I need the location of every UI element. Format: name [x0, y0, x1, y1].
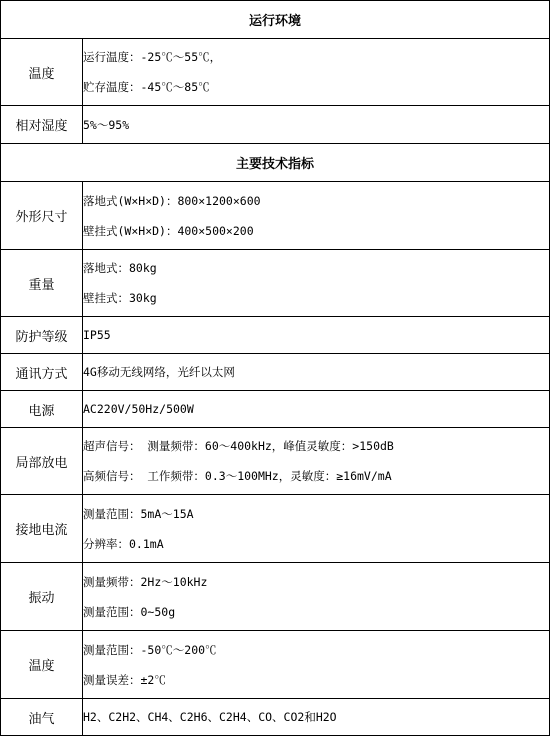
value-line: 测量范围：0~50g: [83, 604, 176, 619]
table-row: [1, 182, 550, 250]
table-row: [1, 428, 550, 495]
row-value-power: [83, 391, 550, 428]
row-label-dimensions: 外形尺寸: [1, 182, 83, 250]
table-row: [1, 39, 550, 106]
row-label-power: 电源: [1, 391, 83, 428]
table-row: [1, 495, 550, 563]
value-line: 测量范围：5mA～15A: [83, 506, 194, 521]
section-header-row: [1, 1, 550, 39]
value-line: 高频信号： 工作频带：0.3～100MHz，灵敏度：≥16mV/mA: [83, 469, 392, 483]
value-line: 壁挂式：30kg: [83, 291, 157, 305]
row-label-ground-current: 接地电流: [1, 495, 83, 563]
table-row: [1, 631, 550, 699]
row-label-protection: 防护等级: [1, 317, 83, 354]
row-label-temperature: 温度: [1, 39, 83, 106]
table-row: [1, 699, 550, 736]
table-row: [1, 563, 550, 631]
row-label-communication: 通讯方式: [1, 354, 83, 391]
row-value-oil-gas: [83, 699, 550, 736]
table-row: [1, 317, 550, 354]
value-line: AC220V/50Hz/500W: [83, 402, 194, 416]
row-value-temperature-measure: [83, 631, 550, 699]
value-line: 落地式：80kg: [83, 261, 157, 275]
row-label-vibration: 振动: [1, 563, 83, 631]
value-line: H2、C2H2、CH4、C2H6、C2H4、CO、CO2和H2O: [83, 710, 337, 724]
table-row: [1, 391, 550, 428]
section-title-operating-env: 运行环境: [1, 1, 550, 39]
value-line: 5%～95%: [83, 117, 130, 132]
value-line: 测量范围：-50℃～200℃: [83, 642, 217, 657]
row-value-ground-current: [83, 495, 550, 563]
row-label-humidity: 相对湿度: [1, 106, 83, 144]
row-label-weight: 重量: [1, 250, 83, 317]
row-value-protection: [83, 317, 550, 354]
row-value-partial-discharge: [83, 428, 550, 495]
row-value-humidity: [83, 106, 550, 144]
value-line: 落地式(W×H×D)：800×1200×600: [83, 193, 261, 208]
table-row: [1, 354, 550, 391]
row-value-vibration: [83, 563, 550, 631]
table-row: [1, 250, 550, 317]
value-line: IP55: [83, 328, 111, 342]
row-label-oil-gas: 油气: [1, 699, 83, 736]
row-value-communication: [83, 354, 550, 391]
value-line: 超声信号： 测量频带：60～400kHz，峰值灵敏度：>150dB: [83, 439, 394, 453]
row-label-partial-discharge: 局部放电: [1, 428, 83, 495]
section-title-main-specs: 主要技术指标: [1, 144, 550, 182]
section-header-row: [1, 144, 550, 182]
value-line: 贮存温度：-45℃～85℃: [83, 80, 210, 94]
value-line: 运行温度：-25℃～55℃，: [83, 50, 222, 64]
row-value-weight: [83, 250, 550, 317]
value-line: 4G移动无线网络，光纤以太网: [83, 365, 235, 379]
value-line: 壁挂式(W×H×D)：400×500×200: [83, 223, 254, 238]
table-row: [1, 106, 550, 144]
value-line: 测量误差：±2℃: [83, 672, 166, 687]
value-line: 分辨率：0.1mA: [83, 536, 164, 551]
row-value-dimensions: [83, 182, 550, 250]
row-value-temperature: [83, 39, 550, 106]
row-label-temperature-measure: 温度: [1, 631, 83, 699]
value-line: 测量频带：2Hz～10kHz: [83, 574, 208, 589]
